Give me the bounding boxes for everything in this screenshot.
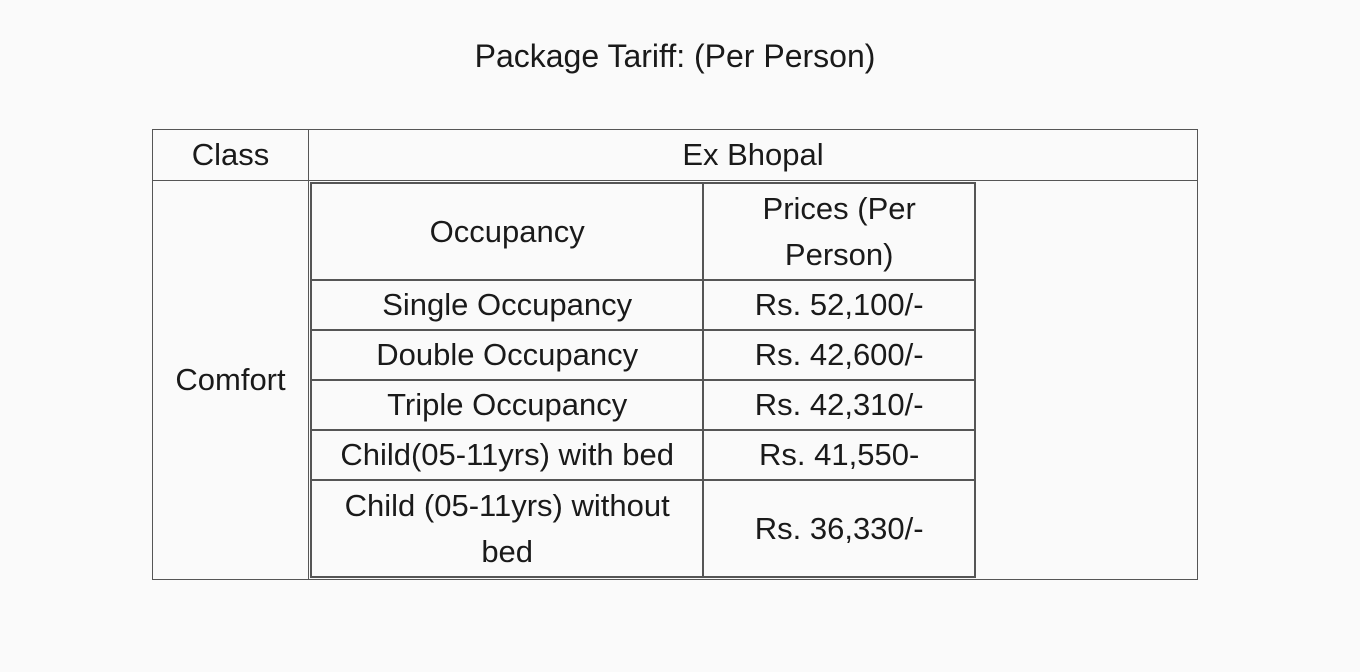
prices-header: Prices (Per Person) [703, 183, 975, 280]
class-name-cell: Comfort [153, 181, 309, 580]
page-title: Package Tariff: (Per Person) [474, 38, 876, 74]
table-row [311, 330, 975, 380]
price-table-container [309, 181, 1198, 580]
class-column-header: Class [153, 130, 309, 181]
price-cell: Rs. 36,330/- [703, 480, 975, 577]
occupancy-cell: Single Occupancy [311, 280, 703, 330]
occupancy-header: Occupancy [311, 183, 703, 280]
occupancy-cell: Triple Occupancy [311, 380, 703, 430]
price-cell: Rs. 52,100/- [703, 280, 975, 330]
occupancy-cell: Child (05-11yrs) without bed [311, 480, 703, 577]
table-row [311, 480, 975, 577]
price-cell: Rs. 42,310/- [703, 380, 975, 430]
price-cell: Rs. 42,600/- [703, 330, 975, 380]
route-column-header: Ex Bhopal [309, 130, 1198, 181]
occupancy-cell: Double Occupancy [311, 330, 703, 380]
table-row [311, 430, 975, 480]
price-table [310, 182, 976, 578]
table-row [311, 380, 975, 430]
occupancy-cell: Child(05-11yrs) with bed [311, 430, 703, 480]
tariff-table [152, 129, 1198, 580]
table-row [311, 280, 975, 330]
price-table-header-row [311, 183, 975, 280]
price-cell: Rs. 41,550- [703, 430, 975, 480]
